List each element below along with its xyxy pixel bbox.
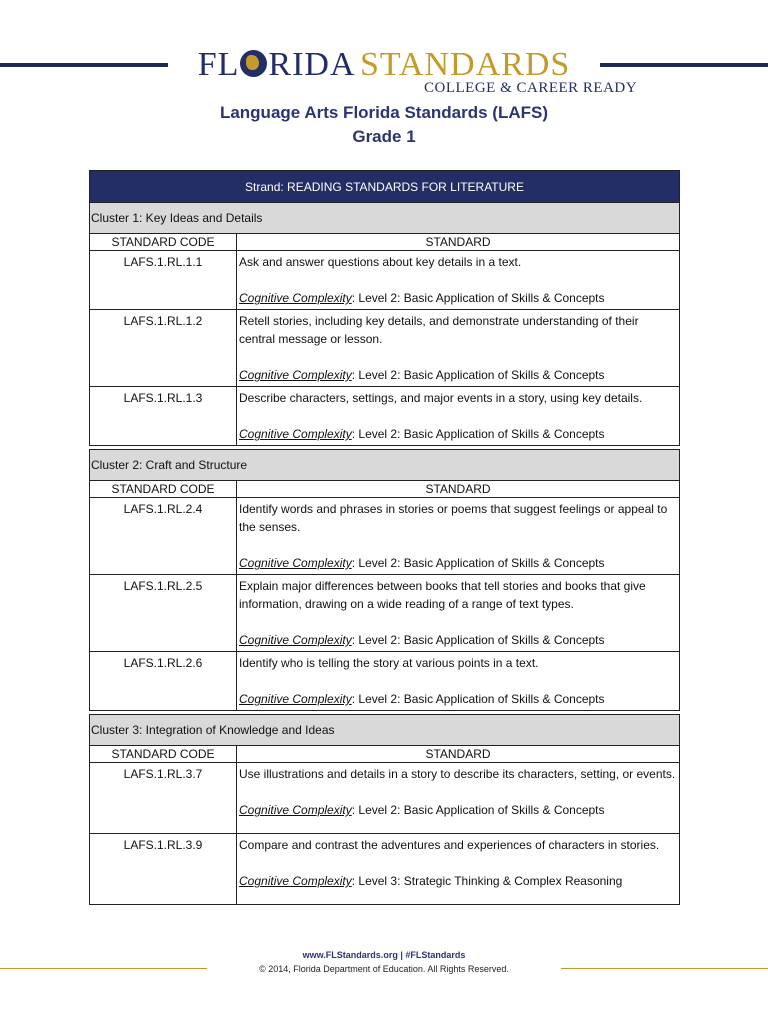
standard-text: Use illustrations and details in a story to describe its characters, setting, or events. [239, 767, 676, 781]
complexity-level: Level 2: Basic Application of Skills & Concepts [358, 291, 605, 305]
standard-text: Retell stories, including key details, and demonstrate understanding of their central message or lesson. [239, 314, 639, 346]
standard-cell: Describe characters, settings, and major events in a story, using key details. Cognitive Complexity: Level 2: Basic Application of Skills & Concepts [237, 387, 680, 446]
standard-code: LAFS.1.RL.2.6 [90, 652, 237, 711]
complexity-level: Level 2: Basic Application of Skills & Concepts [358, 803, 605, 817]
col-header-standard: STANDARD [237, 481, 680, 498]
table-row [90, 575, 680, 652]
standard-text: Ask and answer questions about key details in a text. [239, 255, 522, 269]
standard-cell: Identify who is telling the story at various points in a text. Cognitive Complexity: Level 2: Basic Application of Skills & Concepts [237, 652, 680, 711]
footer-rule-right [561, 968, 768, 969]
cluster-title: Cluster 3: Integration of Knowledge and Ideas [90, 715, 680, 746]
complexity-level: Level 2: Basic Application of Skills & Concepts [358, 427, 605, 441]
complexity-level: Level 2: Basic Application of Skills & Concepts [358, 556, 605, 570]
cluster-title: Cluster 1: Key Ideas and Details [90, 203, 680, 234]
col-header-code: STANDARD CODE [90, 234, 237, 251]
table-row [90, 498, 680, 575]
standard-code: LAFS.1.RL.2.5 [90, 575, 237, 652]
complexity-level: Level 2: Basic Application of Skills & Concepts [358, 633, 605, 647]
footer-copyright: © 2014, Florida Department of Education. All Rights Reserved. [259, 964, 509, 974]
cluster-2-table [89, 449, 680, 711]
standard-cell: Identify words and phrases in stories or poems that suggest feelings or appeal to the senses. Cognitive Complexity: Level 2: Basic Application of Skills & Concepts [237, 498, 680, 575]
standard-code: LAFS.1.RL.1.2 [90, 310, 237, 387]
table-row [90, 310, 680, 387]
col-header-code: STANDARD CODE [90, 481, 237, 498]
table-row [90, 387, 680, 446]
standard-text: Explain major differences between books that tell stories and books that give information, drawing on a wide reading of a range of text types. [239, 579, 646, 611]
cluster-3-table [89, 714, 680, 905]
standard-cell: Use illustrations and details in a story to describe its characters, setting, or events. Cognitive Complexity: Level 2: Basic Application of Skills & Concepts [237, 763, 680, 834]
complexity-level: Level 2: Basic Application of Skills & Concepts [358, 692, 605, 706]
standard-cell: Ask and answer questions about key details in a text. Cognitive Complexity: Level 2: Basic Application of Skills & Concepts [237, 251, 680, 310]
footer-rule-left [0, 968, 207, 969]
standard-cell: Retell stories, including key details, and demonstrate understanding of their central message or lesson. Cognitive Complexity: Level 2: Basic Application of Skills & Concepts [237, 310, 680, 387]
table-row [90, 251, 680, 310]
logo-tagline: COLLEGE & CAREER READY [424, 80, 638, 96]
col-header-standard: STANDARD [237, 234, 680, 251]
standard-code: LAFS.1.RL.1.1 [90, 251, 237, 310]
table-row [90, 834, 680, 905]
standard-code: LAFS.1.RL.1.3 [90, 387, 237, 446]
standard-text: Describe characters, settings, and major events in a story, using key details. [239, 391, 643, 405]
table-row [90, 763, 680, 834]
page-subtitle: Grade 1 [352, 127, 416, 146]
cluster-title: Cluster 2: Craft and Structure [90, 450, 680, 481]
cluster-1-table [89, 170, 680, 446]
strand-header: Strand: READING STANDARDS FOR LITERATURE [90, 171, 680, 203]
standard-code: LAFS.1.RL.3.9 [90, 834, 237, 905]
standard-text: Identify words and phrases in stories or poems that suggest feelings or appeal to the senses. [239, 502, 668, 534]
globe-icon [240, 50, 267, 77]
standard-cell: Compare and contrast the adventures and experiences of characters in stories. Cognitive Complexity: Level 3: Strategic Thinking & Complex Reasoning [237, 834, 680, 905]
complexity-level: Level 3: Strategic Thinking & Complex Reasoning [358, 874, 623, 888]
standard-code: LAFS.1.RL.3.7 [90, 763, 237, 834]
standard-cell: Explain major differences between books that tell stories and books that give information, drawing on a wide reading of a range of text types. Cognitive Complexity: Level 2: Basic Application of Skills & Concepts [237, 575, 680, 652]
table-row [90, 652, 680, 711]
footer-url[interactable]: www.FLStandards.org | #FLStandards [302, 950, 466, 960]
standard-text: Compare and contrast the adventures and experiences of characters in stories. [239, 838, 660, 852]
col-header-code: STANDARD CODE [90, 746, 237, 763]
standard-text: Identify who is telling the story at various points in a text. [239, 656, 539, 670]
florida-standards-logo: FL RIDA STANDARDS [197, 46, 571, 83]
col-header-standard: STANDARD [237, 746, 680, 763]
page-title: Language Arts Florida Standards (LAFS) [219, 103, 549, 122]
complexity-level: Level 2: Basic Application of Skills & Concepts [358, 368, 605, 382]
standard-code: LAFS.1.RL.2.4 [90, 498, 237, 575]
